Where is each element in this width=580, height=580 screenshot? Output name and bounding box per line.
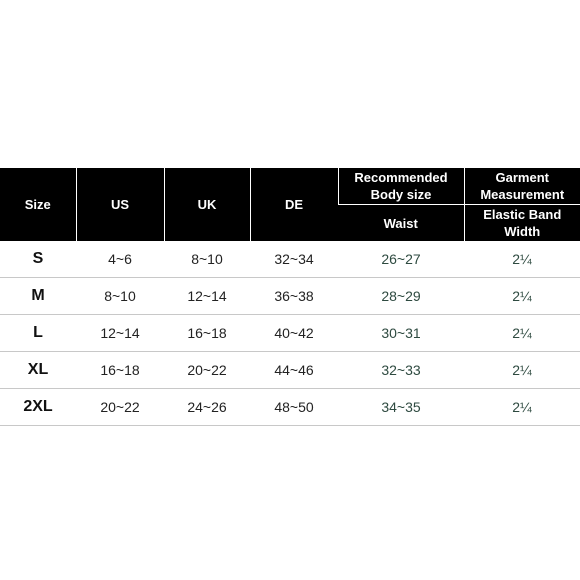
band-width-cell: 2¼: [464, 352, 580, 389]
uk-cell: 16~18: [164, 315, 250, 352]
waist-cell: 32~33: [338, 352, 464, 389]
header-uk: UK: [164, 168, 250, 241]
header-garment-line1: Garment: [495, 170, 549, 185]
table-row: [0, 389, 580, 426]
uk-cell: 8~10: [164, 241, 250, 278]
table-header: [0, 168, 580, 241]
band-width-cell: 2¼: [464, 315, 580, 352]
header-waist: Waist: [338, 205, 464, 242]
us-cell: 8~10: [76, 278, 164, 315]
us-cell: 4~6: [76, 241, 164, 278]
de-cell: 32~34: [250, 241, 338, 278]
us-cell: 16~18: [76, 352, 164, 389]
waist-cell: 28~29: [338, 278, 464, 315]
us-cell: 12~14: [76, 315, 164, 352]
header-recommended-line2: Body size: [370, 187, 432, 202]
uk-cell: 24~26: [164, 389, 250, 426]
header-garment-line2: Measurement: [480, 187, 565, 202]
waist-cell: 26~27: [338, 241, 464, 278]
band-width-cell: 2¼: [464, 278, 580, 315]
table-row: [0, 278, 580, 315]
table-row: [0, 352, 580, 389]
size-cell: L: [0, 315, 76, 352]
table-row: [0, 241, 580, 278]
header-garment-measurement: [464, 168, 580, 205]
size-cell: 2XL: [0, 389, 76, 426]
header-recommended-body-size: [338, 168, 464, 205]
waist-cell: 30~31: [338, 315, 464, 352]
uk-cell: 12~14: [164, 278, 250, 315]
header-elastic-band-width: [464, 205, 580, 242]
header-recommended-line1: Recommended: [354, 170, 448, 185]
band-width-cell: 2¼: [464, 241, 580, 278]
de-cell: 44~46: [250, 352, 338, 389]
header-us: US: [76, 168, 164, 241]
header-de: DE: [250, 168, 338, 241]
header-elastic-line2: Width: [504, 224, 541, 239]
uk-cell: 20~22: [164, 352, 250, 389]
band-width-cell: 2¼: [464, 389, 580, 426]
table-row: [0, 315, 580, 352]
table-body: [0, 241, 580, 426]
size-cell: S: [0, 241, 76, 278]
us-cell: 20~22: [76, 389, 164, 426]
size-cell: XL: [0, 352, 76, 389]
size-cell: M: [0, 278, 76, 315]
size-chart-table: [0, 168, 580, 426]
waist-cell: 34~35: [338, 389, 464, 426]
de-cell: 48~50: [250, 389, 338, 426]
de-cell: 40~42: [250, 315, 338, 352]
header-size: Size: [0, 168, 76, 241]
de-cell: 36~38: [250, 278, 338, 315]
header-elastic-line1: Elastic Band: [483, 207, 562, 222]
